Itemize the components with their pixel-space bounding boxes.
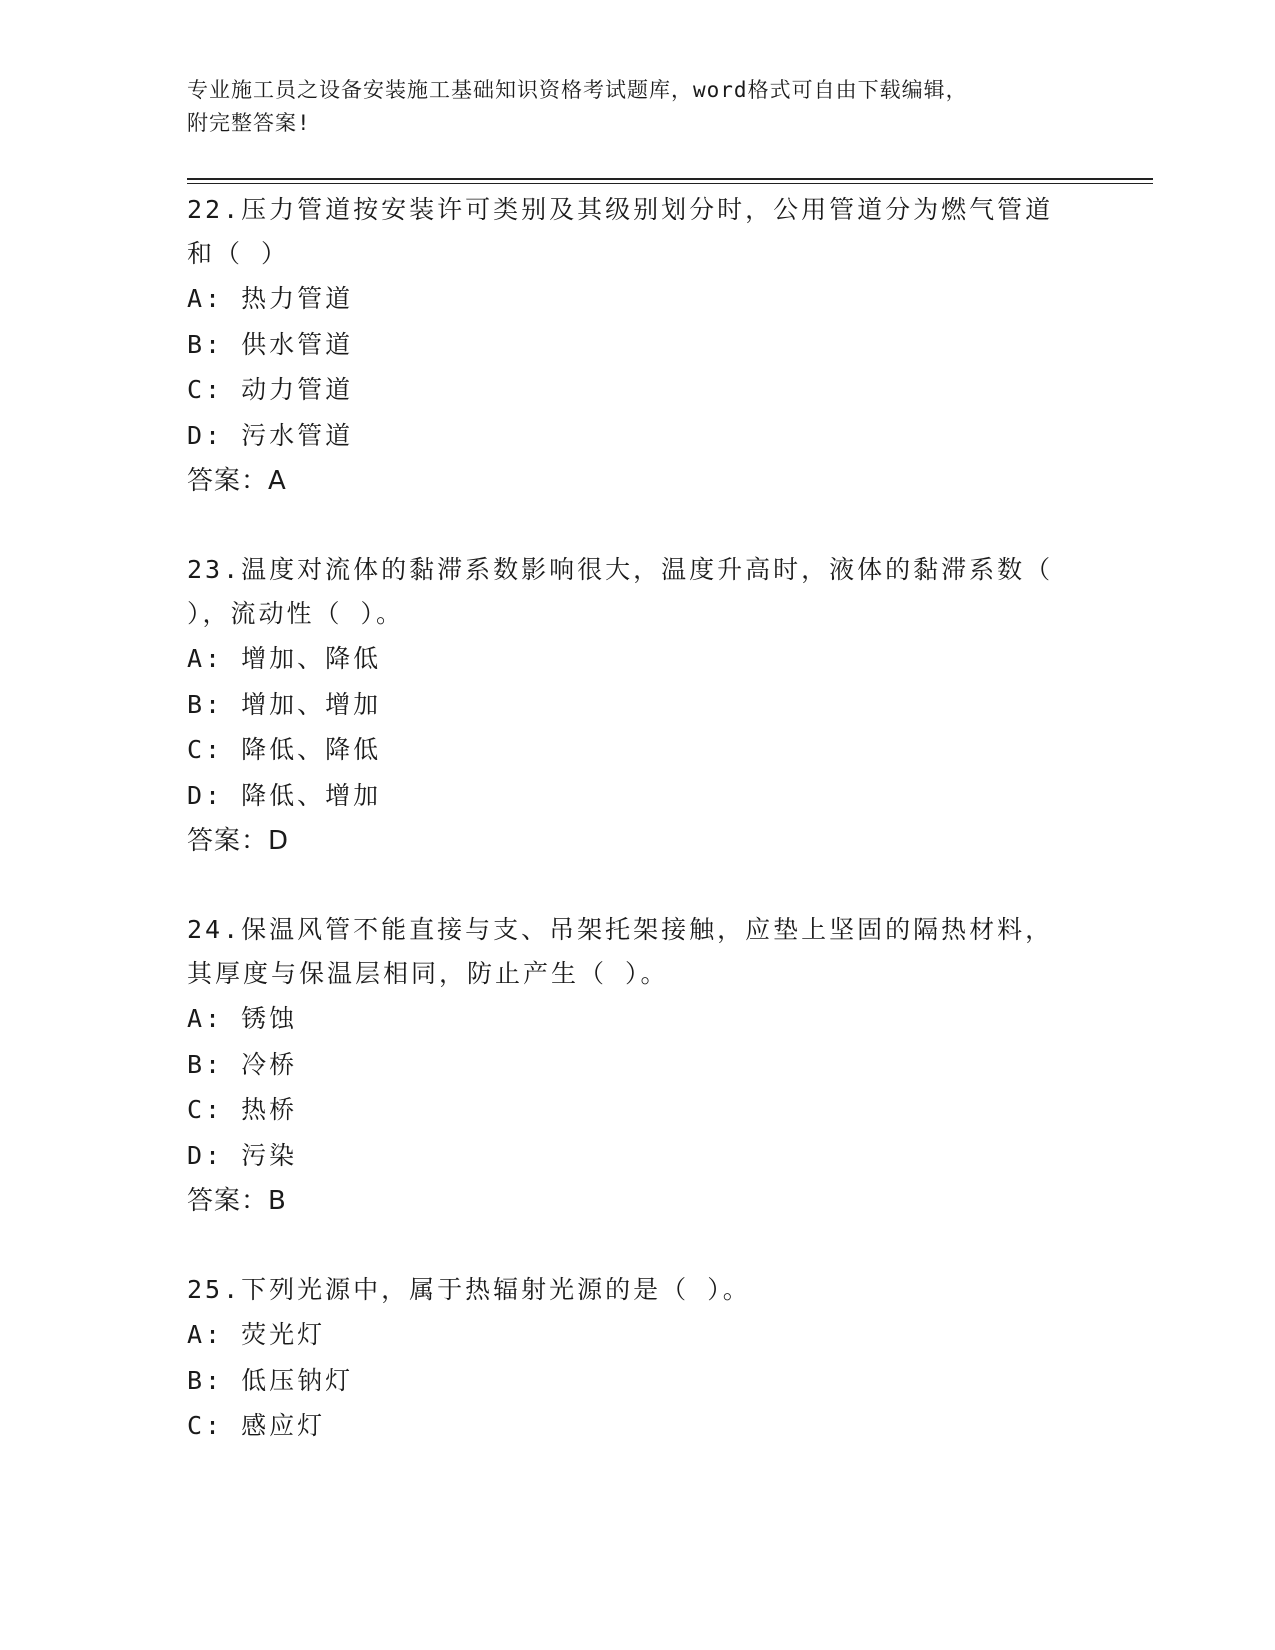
option-b: B: 增加、增加	[187, 689, 382, 719]
option-a: A: 热力管道	[187, 284, 354, 313]
question-stem-line: 22.压力管道按安装许可类别及其级别划分时，公用管道分为燃气管道	[187, 195, 1054, 224]
header-divider-thin	[187, 183, 1153, 184]
question-stem	[187, 908, 1087, 996]
answer-line	[187, 818, 1087, 864]
option-a: A: 增加、降低	[187, 644, 382, 673]
option-d: D: 污染	[187, 1140, 298, 1170]
option-d: D: 污水管道	[187, 420, 354, 450]
question-stem-line: 和（ ）	[187, 239, 290, 268]
question-stem-line: 23.温度对流体的黏滞系数影响很大，温度升高时，液体的黏滞系数（	[187, 555, 1054, 584]
option-b: B: 供水管道	[187, 329, 354, 359]
option-d: D: 降低、增加	[187, 780, 382, 810]
option-a: A: 荧光灯	[187, 1320, 326, 1349]
option-c: C: 动力管道	[187, 375, 354, 404]
question-stem-line: 24.保温风管不能直接与支、吊架托架接触，应垫上坚固的隔热材料，	[187, 915, 1054, 944]
question-stem-line: ），流动性（ ）。	[187, 599, 405, 628]
header-divider-thick	[187, 178, 1153, 180]
option-b: B: 冷桥	[187, 1049, 298, 1079]
question-stem-line: 25.下列光源中，属于热辐射光源的是（ ）。	[187, 1275, 751, 1304]
question-24	[187, 908, 1087, 1224]
question-25	[187, 1268, 1087, 1449]
question-22	[187, 188, 1087, 504]
header-line-1: 专业施工员之设备安装施工基础知识资格考试题库，word格式可自由下载编辑，	[187, 78, 968, 102]
question-stem-line: 其厚度与保温层相同，防止产生（ ）。	[187, 959, 669, 988]
header-line-2: 附完整答案!	[187, 111, 311, 135]
answer-label: 答案：	[187, 466, 269, 496]
option-c: C: 热桥	[187, 1095, 298, 1124]
question-stem	[187, 548, 1087, 636]
option-a: A: 锈蚀	[187, 1004, 298, 1033]
option-b: B: 低压钠灯	[187, 1365, 354, 1395]
answer-value: D	[268, 826, 290, 856]
document-header-note	[187, 74, 1087, 140]
question-23	[187, 548, 1087, 864]
answer-line	[187, 1178, 1087, 1224]
option-c: C: 降低、降低	[187, 735, 382, 764]
option-c: C: 感应灯	[187, 1411, 326, 1440]
answer-value: A	[268, 466, 287, 496]
question-stem	[187, 1268, 1087, 1312]
answer-label: 答案：	[187, 1186, 269, 1216]
question-stem	[187, 188, 1087, 276]
answer-value: B	[268, 1186, 287, 1216]
answer-line	[187, 458, 1087, 504]
question-list	[187, 188, 1087, 1449]
answer-label: 答案：	[187, 826, 269, 856]
